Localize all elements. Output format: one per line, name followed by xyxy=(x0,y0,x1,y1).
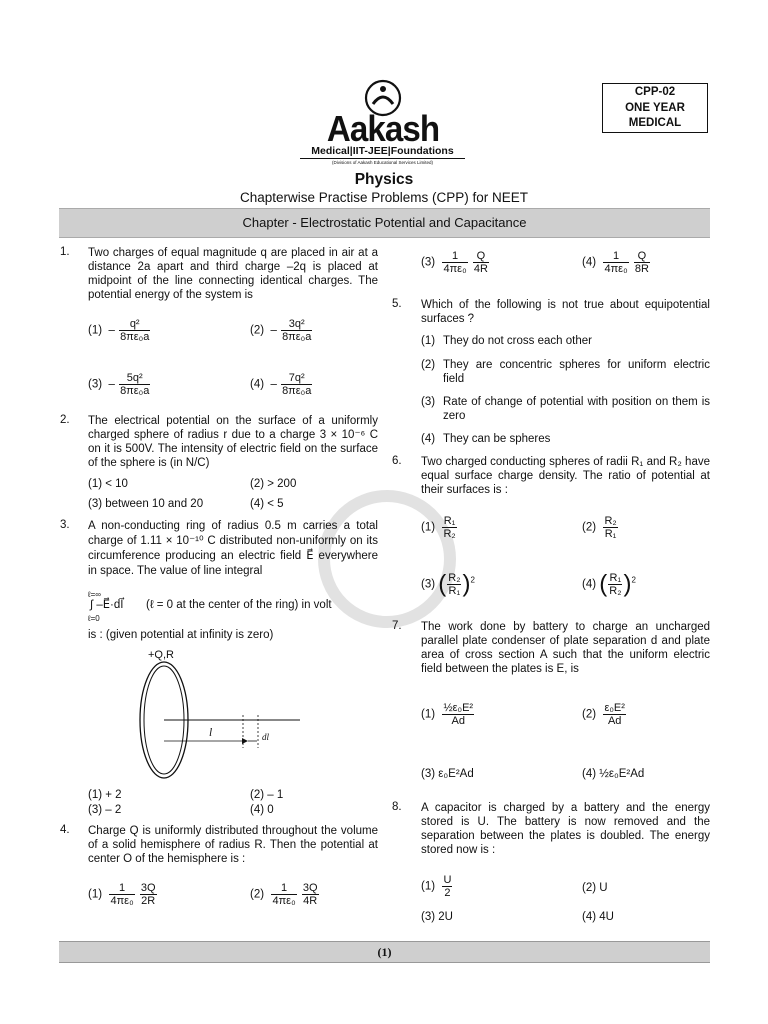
option-2-label: (2) xyxy=(421,359,436,371)
option-3: (3) – 2 xyxy=(88,804,122,816)
cpp-stream: MEDICAL xyxy=(628,117,682,129)
figure-label-dl: dl xyxy=(262,732,270,742)
option-4-label: (4) xyxy=(421,433,436,445)
cpp-code: CPP-02 xyxy=(634,86,676,98)
option-2: (2) U xyxy=(582,882,608,894)
option-3: (3) between 10 and 20 xyxy=(88,498,204,510)
option-2: (2) – $\frac{\text{3q²}}{\text{8πε₀a}}$ xyxy=(250,318,312,343)
option-1: (1) $\frac{U}{2}$ xyxy=(421,874,452,899)
option-4: (4) 0 xyxy=(250,804,274,816)
option-2: (2) $\frac{\text{R₂}}{\text{R₁}}$ xyxy=(582,515,617,540)
cpp-code-box xyxy=(602,83,708,133)
brand-tagline: Medical|IIT-JEE|Foundations xyxy=(300,145,465,159)
option-3: (3) ( $\frac{\text{R₂}}{\text{R₁}}$ )$^2$ xyxy=(421,570,475,598)
option-4: (4) < 5 xyxy=(250,498,284,510)
figure-label-l: l xyxy=(209,727,213,739)
question-number: 4. xyxy=(60,824,70,836)
option-2: (2) – 1 xyxy=(250,789,284,801)
question-number: 8. xyxy=(392,801,402,813)
option-4: (4) ½ε₀E²Ad xyxy=(582,768,645,780)
subtitle: Chapterwise Practise Problems (CPP) for NEET xyxy=(239,190,529,205)
option-1-text: They do not cross each other xyxy=(443,335,592,347)
cpp-duration: ONE YEAR xyxy=(625,101,685,114)
question-text-cont: is : (given potential at infinity is zero) xyxy=(88,629,274,641)
ring-figure xyxy=(130,660,305,785)
question-text-cont: (ℓ = 0 at the center of the ring) in volt xyxy=(146,599,332,611)
subject-title: Physics xyxy=(354,171,414,188)
option-4: (4) $\frac{1}{\text{4πε₀}}$ $\frac{Q}{8R}$ xyxy=(582,250,649,275)
option-3: (3) ε₀E²Ad xyxy=(421,768,474,780)
option-2: (2) $\frac{\text{ε₀E²}}{Ad}$ xyxy=(582,702,625,727)
option-4-text: They can be spheres xyxy=(443,433,551,445)
brand-name: Aakash xyxy=(326,108,440,149)
question-number: 3. xyxy=(60,519,70,531)
brand-tagline-small: (Divisions of Aakash Educational Services Limited) xyxy=(331,160,434,165)
option-3: (3) 2U xyxy=(421,911,453,923)
option-3-text: Rate of change of potential with position on them is zero xyxy=(443,396,710,422)
question-number: 6. xyxy=(392,455,402,467)
question-text: A capacitor is charged by a battery and the energy stored is U. The battery is now removed and the separation between the plates is doubled. The energy stored now is : xyxy=(421,802,710,856)
question-number: 2. xyxy=(60,414,70,426)
option-3-label: (3) xyxy=(421,396,436,408)
question-text: Which of the following is not true about equipotential surfaces ? xyxy=(421,299,710,325)
option-1: (1) $\frac{\text{R₁}}{\text{R₂}}$ xyxy=(421,515,456,540)
option-2: (2) $\frac{1}{\text{4πε₀}}$ $\frac{3Q}{4R}$ xyxy=(250,882,318,907)
question-number: 1. xyxy=(60,246,70,258)
integral-upper-limit: ℓ=∞ xyxy=(88,590,101,599)
figure-label-charge: +Q,R xyxy=(148,649,174,661)
page-number: (1) xyxy=(59,941,710,963)
integral-lower-limit: ℓ=0 xyxy=(88,614,100,623)
question-text: The work done by battery to charge an uncharged parallel plate condenser of plate separation d and plate area of cross section A such that the uniform electric field between the plates is E, is xyxy=(421,621,710,675)
option-4: (4) – $\frac{\text{7q²}}{\text{8πε₀a}}$ xyxy=(250,372,312,397)
option-1: (1) + 2 xyxy=(88,789,122,801)
option-2: (2) > 200 xyxy=(250,478,297,490)
question-number: 5. xyxy=(392,298,402,310)
question-text: The electrical potential on the surface of a uniformly charged sphere of radius r due to a charge 3 × 10⁻⁶ C on it is 500V. The intensity of electric field on the surface of the sphere is (in N/C) xyxy=(88,415,378,469)
chapter-title: Chapter - Electrostatic Potential and Capacitance xyxy=(59,208,710,238)
option-1-label: (1) xyxy=(421,335,436,347)
question-text: A non-conducting ring of radius 0.5 m carries a total charge of 1.11 × 10⁻¹⁰ C distributed non-uniformly on its circumference producing an electric field E⃗ everywhere in space. The value of line integral xyxy=(88,520,378,577)
option-3: (3) – $\frac{\text{5q²}}{\text{8πε₀a}}$ xyxy=(88,372,150,397)
option-2-text: They are concentric spheres for uniform electric field xyxy=(443,359,710,385)
option-1: (1) – $\frac{\text{q²}}{\text{8πε₀a}}$ xyxy=(88,318,150,343)
option-1: (1) $\frac{1}{\text{4πε₀}}$ $\frac{3Q}{2R}$ xyxy=(88,882,156,907)
option-1: (1) < 10 xyxy=(88,478,128,490)
question-text: Charge Q is uniformly distributed throughout the volume of a solid hemisphere of radius R. Then the potential at center O of the hemisphere is : xyxy=(88,825,378,865)
option-4: (4) ( $\frac{\text{R₁}}{\text{R₂}}$ )$^2$ xyxy=(582,570,636,598)
question-text: Two charged conducting spheres of radii R₁ and R₂ have equal surface charge density. The ratio of potential at their surfaces is : xyxy=(421,456,710,496)
option-3: (3) $\frac{1}{\text{4πε₀}}$ $\frac{Q}{4R}$ xyxy=(421,250,488,275)
question-text: Two charges of equal magnitude q are placed in air at a distance 2a apart and third charge –2q is placed at midpoint of the line connecting identical charges. The potential energy of the system is xyxy=(88,247,378,301)
option-1: (1) $\frac{\text{½ε₀E²}}{Ad}$ xyxy=(421,702,474,727)
option-4: (4) 4U xyxy=(582,911,614,923)
question-number: 7. xyxy=(392,620,402,632)
line-integral: ∫ –E⃗·dl⃗ xyxy=(90,599,124,611)
